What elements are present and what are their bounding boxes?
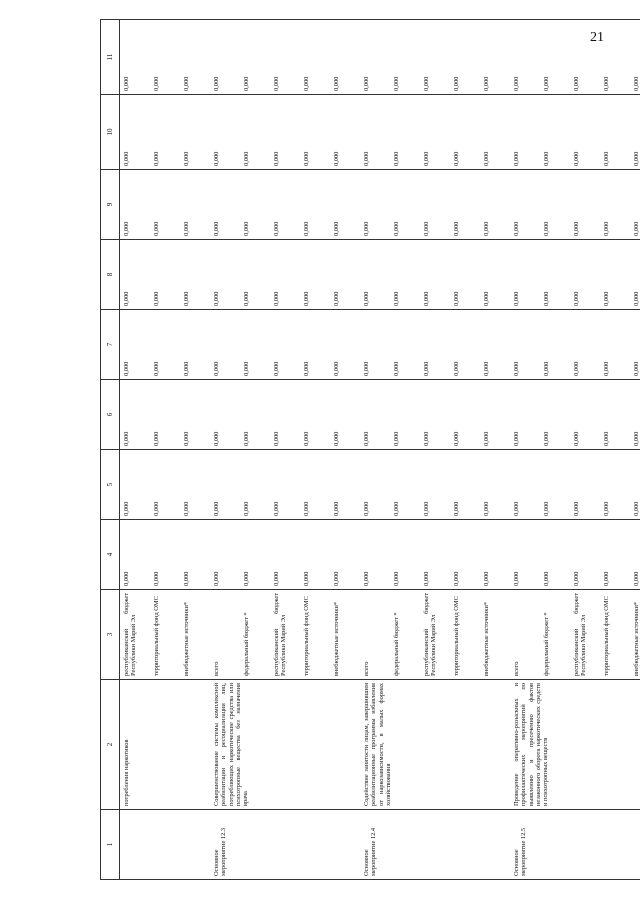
activity-id-cell (120, 810, 211, 880)
value-cell: 0,000 (600, 95, 630, 170)
header-cell: 9 (101, 170, 120, 240)
value-cell: 0,000 (210, 170, 240, 240)
value-cell: 0,000 (300, 520, 330, 590)
value-cell: 0,000 (120, 240, 151, 310)
value-cell: 0,000 (630, 20, 640, 95)
value-cell: 0,000 (270, 450, 300, 520)
value-cell: 0,000 (600, 170, 630, 240)
value-cell: 0,000 (510, 310, 540, 380)
table-row (510, 20, 540, 880)
value-cell: 0,000 (360, 95, 390, 170)
value-cell: 0,000 (420, 170, 450, 240)
value-cell: 0,000 (630, 310, 640, 380)
value-cell: 0,000 (120, 520, 151, 590)
value-cell: 0,000 (390, 170, 420, 240)
value-cell: 0,000 (330, 170, 360, 240)
value-cell: 0,000 (120, 95, 151, 170)
activity-description-cell: Содействие занятости лицам, завершившим реабилитационные программы избавления от наркозависимости, в малых формах хозяйствования (360, 680, 510, 810)
value-cell: 0,000 (390, 20, 420, 95)
value-cell: 0,000 (630, 380, 640, 450)
value-cell: 0,000 (330, 240, 360, 310)
value-cell: 0,000 (180, 170, 210, 240)
value-cell: 0,000 (510, 380, 540, 450)
value-cell: 0,000 (420, 310, 450, 380)
value-cell: 0,000 (540, 170, 570, 240)
value-cell: 0,000 (570, 520, 600, 590)
value-cell: 0,000 (630, 450, 640, 520)
value-cell: 0,000 (150, 520, 180, 590)
funding-source-cell: территориальный фонд ОМС (300, 590, 330, 680)
value-cell: 0,000 (450, 240, 480, 310)
value-cell: 0,000 (330, 520, 360, 590)
value-cell: 0,000 (540, 520, 570, 590)
activity-id-cell: Основное мероприятие 12.5 (510, 810, 640, 880)
funding-source-cell: территориальный фонд ОМС (600, 590, 630, 680)
table-row (210, 20, 240, 880)
value-cell: 0,000 (480, 310, 510, 380)
value-cell: 0,000 (210, 95, 240, 170)
value-cell: 0,000 (330, 310, 360, 380)
value-cell: 0,000 (630, 240, 640, 310)
value-cell: 0,000 (450, 20, 480, 95)
value-cell: 0,000 (420, 380, 450, 450)
value-cell: 0,000 (240, 380, 270, 450)
value-cell: 0,000 (390, 380, 420, 450)
value-cell: 0,000 (180, 240, 210, 310)
value-cell: 0,000 (270, 170, 300, 240)
value-cell: 0,000 (450, 310, 480, 380)
value-cell: 0,000 (330, 380, 360, 450)
value-cell: 0,000 (150, 450, 180, 520)
value-cell: 0,000 (360, 520, 390, 590)
value-cell: 0,000 (360, 380, 390, 450)
funding-source-cell: республиканский бюджет Республики Марий Эл (570, 590, 600, 680)
value-cell: 0,000 (390, 95, 420, 170)
value-cell: 0,000 (450, 520, 480, 590)
value-cell: 0,000 (390, 310, 420, 380)
header-cell: 3 (101, 590, 120, 680)
value-cell: 0,000 (570, 240, 600, 310)
funding-source-cell: республиканский бюджет Республики Марий Эл (120, 590, 151, 680)
value-cell: 0,000 (600, 450, 630, 520)
funding-source-cell: всего (510, 590, 540, 680)
value-cell: 0,000 (240, 310, 270, 380)
value-cell: 0,000 (120, 170, 151, 240)
value-cell: 0,000 (420, 95, 450, 170)
value-cell: 0,000 (480, 95, 510, 170)
value-cell: 0,000 (450, 380, 480, 450)
value-cell: 0,000 (240, 170, 270, 240)
table-row (360, 20, 390, 880)
header-cell: 4 (101, 520, 120, 590)
value-cell: 0,000 (570, 310, 600, 380)
value-cell: 0,000 (330, 20, 360, 95)
table-row (120, 20, 151, 880)
value-cell: 0,000 (150, 240, 180, 310)
value-cell: 0,000 (210, 520, 240, 590)
value-cell: 0,000 (360, 240, 390, 310)
value-cell: 0,000 (540, 450, 570, 520)
value-cell: 0,000 (540, 380, 570, 450)
value-cell: 0,000 (540, 95, 570, 170)
header-cell: 1 (101, 810, 120, 880)
funding-source-cell: федеральный бюджет * (390, 590, 420, 680)
rotated-table-container (100, 20, 640, 880)
value-cell: 0,000 (300, 20, 330, 95)
value-cell: 0,000 (330, 450, 360, 520)
activity-description-cell: потребления наркотиков (120, 680, 211, 810)
funding-source-cell: территориальный фонд ОМС (150, 590, 180, 680)
value-cell: 0,000 (150, 95, 180, 170)
value-cell: 0,000 (270, 380, 300, 450)
value-cell: 0,000 (150, 170, 180, 240)
value-cell: 0,000 (240, 520, 270, 590)
header-cell: 5 (101, 450, 120, 520)
value-cell: 0,000 (210, 450, 240, 520)
funding-source-cell: всего (210, 590, 240, 680)
header-cell: 2 (101, 680, 120, 810)
value-cell: 0,000 (480, 450, 510, 520)
header-cell: 6 (101, 380, 120, 450)
value-cell: 0,000 (300, 240, 330, 310)
value-cell: 0,000 (480, 380, 510, 450)
activity-id-cell: Основное мероприятие 12.3 (210, 810, 360, 880)
value-cell: 0,000 (270, 95, 300, 170)
funding-source-cell: территориальный фонд ОМС (450, 590, 480, 680)
header-cell: 11 (101, 20, 120, 95)
value-cell: 0,000 (570, 450, 600, 520)
value-cell: 0,000 (570, 170, 600, 240)
value-cell: 0,000 (420, 450, 450, 520)
value-cell: 0,000 (150, 380, 180, 450)
value-cell: 0,000 (450, 95, 480, 170)
value-cell: 0,000 (240, 450, 270, 520)
value-cell: 0,000 (360, 20, 390, 95)
value-cell: 0,000 (120, 380, 151, 450)
value-cell: 0,000 (180, 520, 210, 590)
value-cell: 0,000 (180, 310, 210, 380)
value-cell: 0,000 (420, 520, 450, 590)
value-cell: 0,000 (210, 240, 240, 310)
funding-source-cell: всего (360, 590, 390, 680)
value-cell: 0,000 (600, 240, 630, 310)
value-cell: 0,000 (240, 20, 270, 95)
value-cell: 0,000 (510, 95, 540, 170)
value-cell: 0,000 (570, 95, 600, 170)
value-cell: 0,000 (270, 240, 300, 310)
value-cell: 0,000 (210, 380, 240, 450)
funding-source-cell: федеральный бюджет * (240, 590, 270, 680)
value-cell: 0,000 (630, 95, 640, 170)
value-cell: 0,000 (510, 240, 540, 310)
budget-table (100, 19, 640, 880)
value-cell: 0,000 (120, 310, 151, 380)
header-cell: 7 (101, 310, 120, 380)
value-cell: 0,000 (300, 450, 330, 520)
value-cell: 0,000 (150, 20, 180, 95)
value-cell: 0,000 (390, 240, 420, 310)
value-cell: 0,000 (600, 20, 630, 95)
value-cell: 0,000 (630, 170, 640, 240)
value-cell: 0,000 (300, 170, 330, 240)
value-cell: 0,000 (270, 520, 300, 590)
value-cell: 0,000 (210, 310, 240, 380)
value-cell: 0,000 (630, 520, 640, 590)
value-cell: 0,000 (540, 20, 570, 95)
value-cell: 0,000 (510, 520, 540, 590)
funding-source-cell: внебюджетные источники* (630, 590, 640, 680)
value-cell: 0,000 (240, 95, 270, 170)
header-cell: 8 (101, 240, 120, 310)
value-cell: 0,000 (540, 310, 570, 380)
value-cell: 0,000 (570, 20, 600, 95)
value-cell: 0,000 (150, 310, 180, 380)
value-cell: 0,000 (420, 20, 450, 95)
value-cell: 0,000 (270, 310, 300, 380)
value-cell: 0,000 (450, 450, 480, 520)
value-cell: 0,000 (360, 310, 390, 380)
funding-source-cell: республиканский бюджет Республики Марий Эл (270, 590, 300, 680)
value-cell: 0,000 (210, 20, 240, 95)
activity-description-cell: Проведение оперативно-розыскных и профилактических мероприятий по выявлению и пресечению фактов незаконного оборота наркотических средств и психотропных веществ (510, 680, 640, 810)
value-cell: 0,000 (480, 520, 510, 590)
value-cell: 0,000 (330, 95, 360, 170)
value-cell: 0,000 (180, 380, 210, 450)
table-body (120, 20, 640, 880)
value-cell: 0,000 (240, 240, 270, 310)
page-number: 21 (590, 30, 604, 45)
value-cell: 0,000 (480, 240, 510, 310)
value-cell: 0,000 (510, 20, 540, 95)
header-cell: 10 (101, 95, 120, 170)
funding-source-cell: внебюджетные источники* (480, 590, 510, 680)
value-cell: 0,000 (180, 95, 210, 170)
value-cell: 0,000 (510, 170, 540, 240)
value-cell: 0,000 (180, 20, 210, 95)
value-cell: 0,000 (420, 240, 450, 310)
value-cell: 0,000 (270, 20, 300, 95)
value-cell: 0,000 (600, 520, 630, 590)
value-cell: 0,000 (180, 450, 210, 520)
value-cell: 0,000 (450, 170, 480, 240)
value-cell: 0,000 (360, 450, 390, 520)
value-cell: 0,000 (120, 20, 151, 95)
value-cell: 0,000 (510, 450, 540, 520)
value-cell: 0,000 (390, 450, 420, 520)
value-cell: 0,000 (480, 170, 510, 240)
value-cell: 0,000 (390, 520, 420, 590)
value-cell: 0,000 (540, 240, 570, 310)
value-cell: 0,000 (300, 310, 330, 380)
value-cell: 0,000 (300, 380, 330, 450)
activity-id-cell: Основное мероприятие 12.4 (360, 810, 510, 880)
funding-source-cell: республиканский бюджет Республики Марий Эл (420, 590, 450, 680)
funding-source-cell: федеральный бюджет * (540, 590, 570, 680)
value-cell: 0,000 (480, 20, 510, 95)
value-cell: 0,000 (300, 95, 330, 170)
value-cell: 0,000 (120, 450, 151, 520)
funding-source-cell: внебюджетные источники* (180, 590, 210, 680)
value-cell: 0,000 (600, 380, 630, 450)
value-cell: 0,000 (600, 310, 630, 380)
value-cell: 0,000 (570, 380, 600, 450)
funding-source-cell: внебюджетные источники* (330, 590, 360, 680)
header-row (101, 20, 120, 880)
value-cell: 0,000 (360, 170, 390, 240)
activity-description-cell: Совершенствование системы комплексной реабилитации и ресоциализации лиц, потребляющих наркотические средства или психотропные вещества без назначения врача (210, 680, 360, 810)
